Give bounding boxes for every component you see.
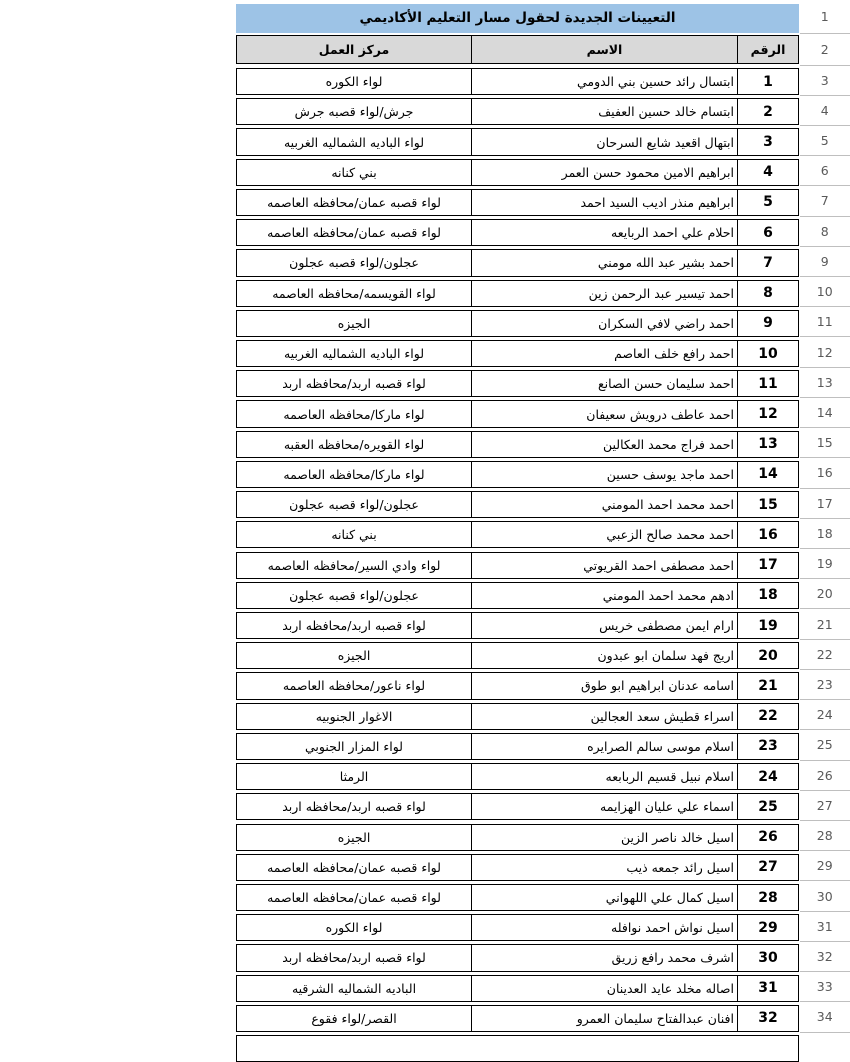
table-row (236, 159, 799, 186)
cell-number[interactable]: 15 (737, 492, 798, 517)
row-header[interactable]: 12 (800, 337, 850, 367)
cell-name[interactable]: اسلام نبيل قسيم الربابعه (471, 764, 737, 789)
row-header[interactable]: 1 (800, 0, 850, 34)
table-row (236, 763, 799, 790)
cell-name[interactable]: احمد ماجد يوسف حسين (471, 462, 737, 487)
row-header[interactable]: 7 (800, 186, 850, 216)
cell-name[interactable]: احمد بشير عبد الله مومني (471, 250, 737, 275)
cell-work-center[interactable]: لواء قصبه اربد/محافظه اربد (237, 794, 471, 819)
header-row (236, 35, 799, 64)
cell-name[interactable]: ادهم محمد احمد المومني (471, 583, 737, 608)
cell-number[interactable]: 13 (737, 432, 798, 457)
cell-work-center[interactable]: عجلون/لواء قصبه عجلون (237, 583, 471, 608)
table-row (236, 733, 799, 760)
cell-name[interactable]: اسيل نواش احمد نوافله (471, 915, 737, 940)
cell-name[interactable]: ابتهال اقعيد شايع السرحان (471, 129, 737, 154)
cell-work-center[interactable]: بني كنانه (237, 160, 471, 185)
row-header[interactable]: 3 (800, 66, 850, 96)
cell-number[interactable]: 14 (737, 462, 798, 487)
cell-number[interactable]: 9 (737, 311, 798, 336)
cell-name[interactable]: افنان عبدالفتاح سليمان العمرو (471, 1006, 737, 1031)
cell-work-center[interactable]: لواء ماركا/محافظه العاصمه (237, 401, 471, 426)
cell-number[interactable]: 31 (737, 976, 798, 1001)
cell-number[interactable]: 10 (737, 341, 798, 366)
table-row (236, 793, 799, 820)
cell-name[interactable]: اسراء قطيش سعد العجالين (471, 704, 737, 729)
cell-number[interactable]: 19 (737, 613, 798, 638)
table-row (236, 310, 799, 337)
cell-work-center[interactable]: لواء قصبه عمان/محافظه العاصمه (237, 855, 471, 880)
table-row (236, 461, 799, 488)
column-header-work-center[interactable]: مركز العمل (237, 36, 471, 63)
row-header[interactable]: 29 (800, 851, 850, 881)
cell-work-center[interactable]: الجيزه (237, 825, 471, 850)
table-row (236, 672, 799, 699)
cell-number[interactable]: 28 (737, 885, 798, 910)
cell-number[interactable]: 7 (737, 250, 798, 275)
cell-number[interactable]: 30 (737, 945, 798, 970)
cell-work-center[interactable]: الاغوار الجنوبيه (237, 704, 471, 729)
cell-work-center[interactable]: الرمثا (237, 764, 471, 789)
cell-name[interactable]: احلام علي احمد الربايعه (471, 220, 737, 245)
table-row (236, 249, 799, 276)
row-header[interactable]: 21 (800, 609, 850, 639)
table-row (236, 491, 799, 518)
cell-number[interactable]: 29 (737, 915, 798, 940)
cell-number[interactable]: 11 (737, 371, 798, 396)
row-header[interactable]: 11 (800, 307, 850, 337)
table-row (236, 340, 799, 367)
cell-number[interactable]: 12 (737, 401, 798, 426)
cell-work-center[interactable]: لواء الباديه الشماليه الغربيه (237, 129, 471, 154)
cell-number[interactable]: 24 (737, 764, 798, 789)
cell-name[interactable]: احمد محمد احمد المومني (471, 492, 737, 517)
table-row (236, 521, 799, 548)
cell-work-center[interactable]: لواء المزار الجنوبي (237, 734, 471, 759)
row-header[interactable]: 28 (800, 821, 850, 851)
row-header[interactable]: 8 (800, 217, 850, 247)
cell-work-center[interactable]: جرش/لواء قصبه جرش (237, 99, 471, 124)
cell-number[interactable]: 4 (737, 160, 798, 185)
cell-work-center[interactable]: لواء قصبه عمان/محافظه العاصمه (237, 885, 471, 910)
cell-name[interactable]: ابراهيم منذر اديب السيد احمد (471, 190, 737, 215)
cell-name[interactable]: اريج فهد سلمان ابو عبدون (471, 643, 737, 668)
cell-work-center[interactable]: القصر/لواء فقوع (237, 1006, 471, 1031)
cell-name[interactable]: احمد مصطفى احمد القريوتي (471, 553, 737, 578)
cell-number[interactable]: 23 (737, 734, 798, 759)
cell-name[interactable]: احمد عاطف درويش سعيفان (471, 401, 737, 426)
cell-work-center[interactable]: لواء القويره/محافظه العقبه (237, 432, 471, 457)
cell-work-center[interactable]: عجلون/لواء قصبه عجلون (237, 492, 471, 517)
table-row (236, 612, 799, 639)
cell-name[interactable]: اسماء علي عليان الهزايمه (471, 794, 737, 819)
cell-work-center[interactable]: الجيزه (237, 311, 471, 336)
cell-work-center[interactable]: لواء الكوره (237, 915, 471, 940)
table-title-cell[interactable]: التعيينات الجديدة لحقول مسار التعليم الأكاديمي (236, 4, 799, 33)
cell-name[interactable]: ابتسام خالد حسين العفيف (471, 99, 737, 124)
table-row (236, 582, 799, 609)
table-row (236, 68, 799, 95)
table-row (236, 189, 799, 216)
cell-work-center[interactable]: الجيزه (237, 643, 471, 668)
cell-number[interactable]: 22 (737, 704, 798, 729)
cell-work-center[interactable]: لواء وادي السير/محافظه العاصمه (237, 553, 471, 578)
row-header[interactable]: 16 (800, 458, 850, 488)
cell-work-center[interactable]: لواء ماركا/محافظه العاصمه (237, 462, 471, 487)
table-row (236, 944, 799, 971)
column-header-name[interactable]: الاسم (471, 36, 737, 63)
row-header[interactable]: 15 (800, 428, 850, 458)
cell-work-center[interactable]: لواء قصبه اربد/محافظه اربد (237, 371, 471, 396)
row-header[interactable]: 9 (800, 247, 850, 277)
row-header[interactable]: 31 (800, 912, 850, 942)
cell-number[interactable]: 6 (737, 220, 798, 245)
table-row (236, 642, 799, 669)
cell-name[interactable]: احمد سليمان حسن الصانع (471, 371, 737, 396)
cell-work-center[interactable]: عجلون/لواء قصبه عجلون (237, 250, 471, 275)
row-header[interactable]: 19 (800, 549, 850, 579)
row-header[interactable]: 18 (800, 519, 850, 549)
cell-number[interactable]: 32 (737, 1006, 798, 1031)
cell-name[interactable]: اسلام موسى سالم الصرايره (471, 734, 737, 759)
table-row (236, 854, 799, 881)
row-header[interactable]: 13 (800, 368, 850, 398)
cell-number[interactable]: 1 (737, 69, 798, 94)
cell-name[interactable]: اسيل رائد جمعه ذيب (471, 855, 737, 880)
cell-number[interactable]: 2 (737, 99, 798, 124)
table-row (236, 914, 799, 941)
cell-number[interactable]: 20 (737, 643, 798, 668)
cell-name[interactable]: اسامه عدنان ابراهيم ابو طوق (471, 673, 737, 698)
table-row (236, 1005, 799, 1032)
cell-number[interactable]: 16 (737, 522, 798, 547)
cell-name[interactable]: اسيل كمال علي اللهواني (471, 885, 737, 910)
table-row (236, 884, 799, 911)
row-header[interactable]: 14 (800, 398, 850, 428)
row-header[interactable]: 20 (800, 579, 850, 609)
cell-number[interactable]: 5 (737, 190, 798, 215)
cell-number[interactable]: 27 (737, 855, 798, 880)
row-header[interactable]: 2 (800, 34, 850, 66)
cell-name[interactable]: احمد راضي لافي السكران (471, 311, 737, 336)
row-header[interactable]: 26 (800, 761, 850, 791)
row-header[interactable]: 30 (800, 881, 850, 911)
cell-name[interactable]: اصاله مخلد عايد العدينان (471, 976, 737, 1001)
table-row (236, 128, 799, 155)
cell-work-center[interactable]: لواء قصبه اربد/محافظه اربد (237, 945, 471, 970)
row-header[interactable]: 23 (800, 670, 850, 700)
cell-number[interactable]: 26 (737, 825, 798, 850)
table-row (236, 98, 799, 125)
table-row (236, 703, 799, 730)
row-header[interactable]: 17 (800, 489, 850, 519)
cell-name[interactable]: احمد محمد صالح الزعبي (471, 522, 737, 547)
cell-name[interactable]: اشرف محمد رافع زريق (471, 945, 737, 970)
row-header[interactable]: 25 (800, 730, 850, 760)
cell-number[interactable]: 18 (737, 583, 798, 608)
column-header-number[interactable]: الرقم (737, 36, 798, 63)
cell-work-center[interactable]: لواء قصبه اربد/محافظه اربد (237, 613, 471, 638)
cell-name[interactable]: احمد رافع خلف العاصم (471, 341, 737, 366)
cell-name[interactable]: ابراهيم الامين محمود حسن العمر (471, 160, 737, 185)
partial-next-row (236, 1035, 799, 1062)
table-row (236, 370, 799, 397)
cell-work-center[interactable]: لواء الكوره (237, 69, 471, 94)
table-row (236, 400, 799, 427)
row-number-gutter (800, 0, 850, 1038)
cell-name[interactable]: احمد تيسير عبد الرحمن زين (471, 281, 737, 306)
row-header[interactable]: 10 (800, 277, 850, 307)
cell-work-center[interactable]: لواء قصبه عمان/محافظه العاصمه (237, 220, 471, 245)
row-header[interactable]: 33 (800, 972, 850, 1002)
row-header[interactable]: 32 (800, 942, 850, 972)
row-header[interactable]: 4 (800, 96, 850, 126)
cell-work-center[interactable]: الباديه الشماليه الشرقيه (237, 976, 471, 1001)
row-header[interactable]: 22 (800, 640, 850, 670)
cell-number[interactable]: 17 (737, 553, 798, 578)
cell-name[interactable]: ابتسال رائد حسين بني الدومي (471, 69, 737, 94)
cell-name[interactable]: اسيل خالد ناصر الزين (471, 825, 737, 850)
cell-work-center[interactable]: لواء القويسمه/محافظه العاصمه (237, 281, 471, 306)
cell-work-center[interactable]: بني كنانه (237, 522, 471, 547)
row-header[interactable]: 27 (800, 791, 850, 821)
table-row (236, 431, 799, 458)
table-row (236, 552, 799, 579)
row-header[interactable]: 6 (800, 156, 850, 186)
cell-work-center[interactable]: لواء ناعور/محافظه العاصمه (237, 673, 471, 698)
cell-number[interactable]: 25 (737, 794, 798, 819)
cell-number[interactable]: 3 (737, 129, 798, 154)
row-header[interactable]: 34 (800, 1002, 850, 1032)
row-header[interactable]: 24 (800, 700, 850, 730)
cell-name[interactable]: احمد فراج محمد العكالين (471, 432, 737, 457)
cell-number[interactable]: 8 (737, 281, 798, 306)
table-row (236, 219, 799, 246)
table-row (236, 280, 799, 307)
cell-work-center[interactable]: لواء الباديه الشماليه الغربيه (237, 341, 471, 366)
row-header[interactable]: 5 (800, 126, 850, 156)
cell-number[interactable]: 21 (737, 673, 798, 698)
table-row (236, 824, 799, 851)
cell-name[interactable]: ارام ايمن مصطفى خريس (471, 613, 737, 638)
table-row (236, 975, 799, 1002)
cell-work-center[interactable]: لواء قصبه عمان/محافظه العاصمه (237, 190, 471, 215)
